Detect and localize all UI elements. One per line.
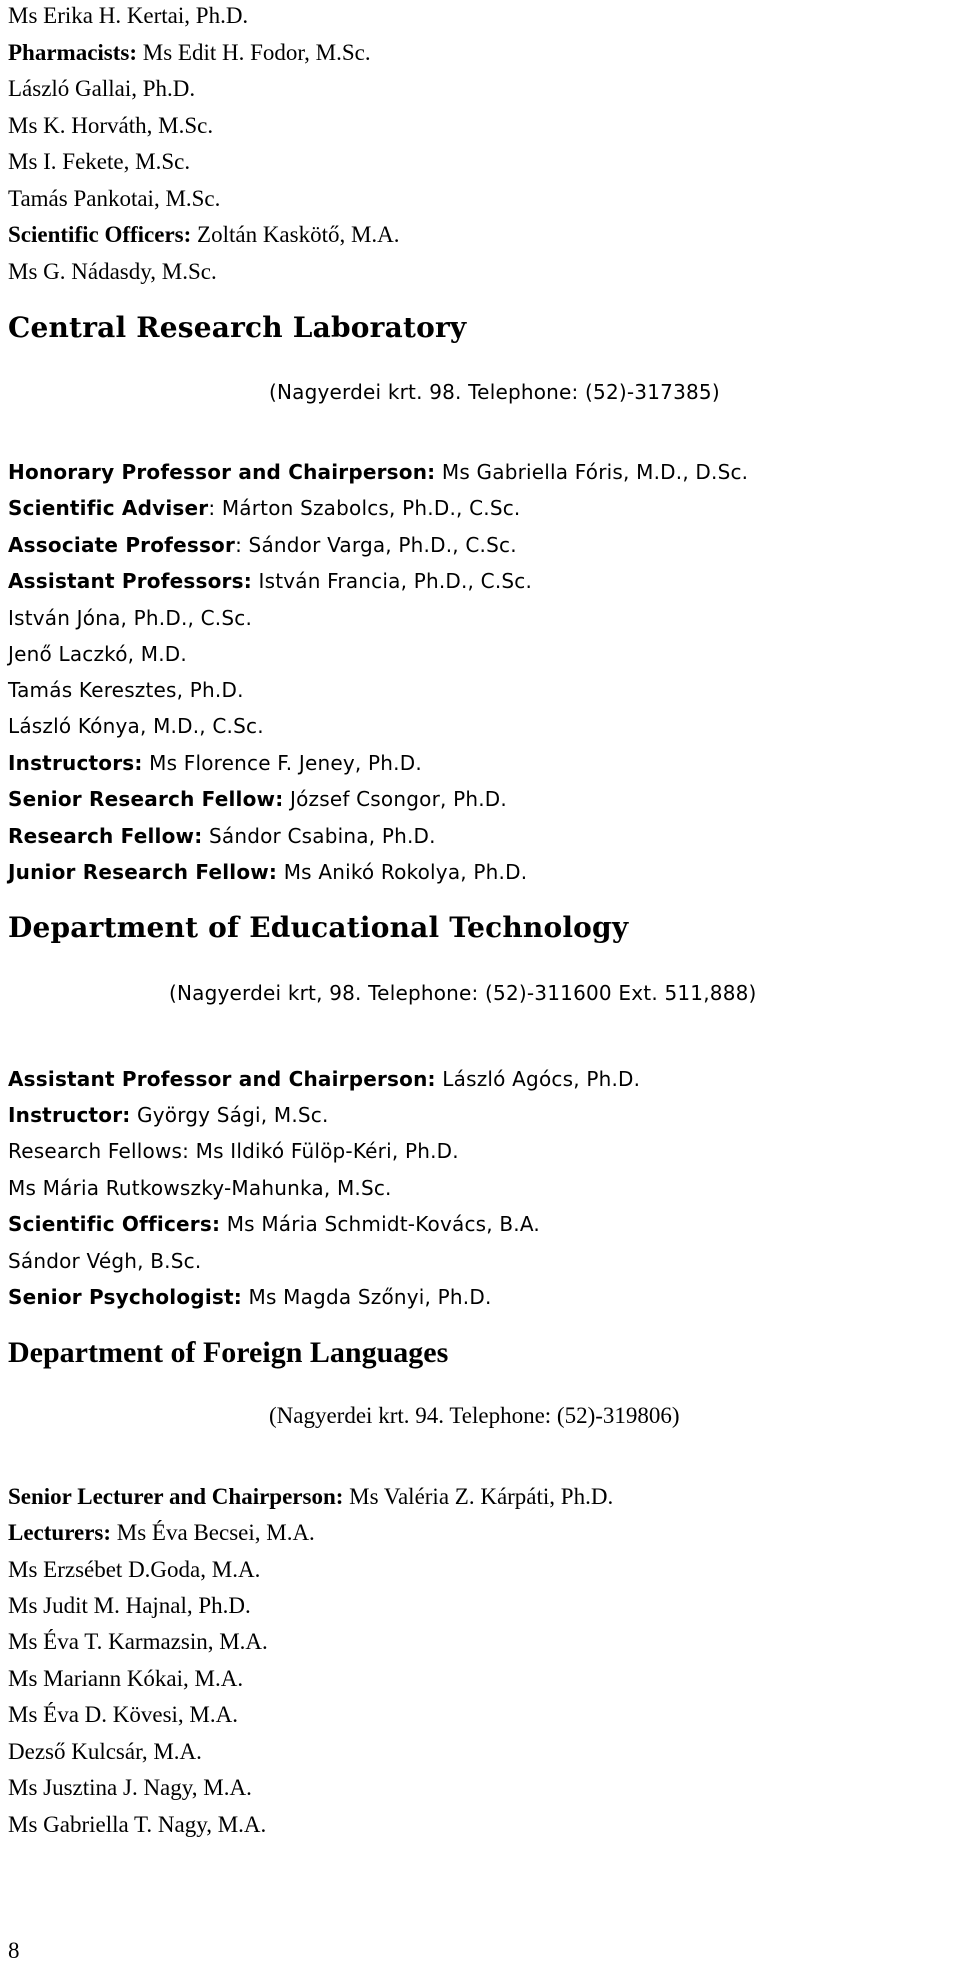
staff-line: Jenő Laczkó, M.D. (8, 642, 187, 666)
staff-line: Associate Professor: Sándor Varga, Ph.D., C.Sc. (8, 533, 517, 557)
staff-line: Ms Mária Rutkowszky-Mahunka, M.Sc. (8, 1176, 392, 1200)
section-address: (Nagyerdei krt, 98. Telephone: (52)-311600 Ext. 511,888) (169, 981, 757, 1005)
staff-line: Ms Erika H. Kertai, Ph.D. (8, 3, 249, 28)
staff-line: Scientific Officers: Zoltán Kaskötő, M.A. (8, 222, 400, 247)
staff-line: Tamás Pankotai, M.Sc. (8, 186, 221, 211)
staff-line: Senior Lecturer and Chairperson: Ms Valéria Z. Kárpáti, Ph.D. (8, 1484, 614, 1509)
staff-line: Tamás Keresztes, Ph.D. (8, 678, 244, 702)
staff-line: Ms Éva T. Karmazsin, M.A. (8, 1629, 268, 1654)
section-heading: Department of Foreign Languages (8, 1336, 449, 1369)
staff-line: Honorary Professor and Chairperson: Ms Gabriella Fóris, M.D., D.Sc. (8, 460, 749, 484)
staff-line: Senior Psychologist: Ms Magda Szőnyi, Ph.D. (8, 1285, 492, 1309)
staff-line: Research Fellow: Sándor Csabina, Ph.D. (8, 824, 436, 848)
staff-line: Scientific Officers: Ms Mária Schmidt-Kovács, B.A. (8, 1212, 540, 1236)
staff-line: Senior Research Fellow: József Csongor, Ph.D. (8, 787, 507, 811)
staff-line: István Jóna, Ph.D., C.Sc. (8, 606, 253, 630)
staff-line: Assistant Professors: István Francia, Ph.D., C.Sc. (8, 569, 533, 593)
staff-line: Ms G. Nádasdy, M.Sc. (8, 259, 217, 284)
staff-line: Junior Research Fellow: Ms Anikó Rokolya, Ph.D. (8, 860, 528, 884)
staff-line: Ms Jusztina J. Nagy, M.A. (8, 1775, 252, 1800)
staff-line: Ms Erzsébet D.Goda, M.A. (8, 1557, 261, 1582)
staff-line: Ms Éva D. Kövesi, M.A. (8, 1702, 238, 1727)
staff-line: Scientific Adviser: Márton Szabolcs, Ph.D., C.Sc. (8, 496, 521, 520)
section-heading: Department of Educational Technology (8, 911, 629, 944)
staff-line: Dezső Kulcsár, M.A. (8, 1739, 202, 1764)
staff-line: Sándor Végh, B.Sc. (8, 1249, 202, 1273)
staff-line: Research Fellows: Ms Ildikó Fülöp-Kéri, Ph.D. (8, 1139, 459, 1163)
staff-line: Lecturers: Ms Éva Becsei, M.A. (8, 1520, 315, 1545)
section-address: (Nagyerdei krt. 98. Telephone: (52)-317385) (269, 380, 720, 404)
staff-line: Instructors: Ms Florence F. Jeney, Ph.D. (8, 751, 422, 775)
staff-line: Instructor: György Sági, M.Sc. (8, 1103, 329, 1127)
staff-line: Ms Mariann Kókai, M.A. (8, 1666, 244, 1691)
section-address: (Nagyerdei krt. 94. Telephone: (52)-319806) (269, 1403, 680, 1428)
staff-line: Pharmacists: Ms Edit H. Fodor, M.Sc. (8, 40, 371, 65)
section-heading: Central Research Laboratory (8, 311, 467, 344)
staff-line: Ms Judit M. Hajnal, Ph.D. (8, 1593, 251, 1618)
staff-line: Ms K. Horváth, M.Sc. (8, 113, 214, 138)
page-number: 8 (8, 1938, 20, 1963)
staff-line: László Kónya, M.D., C.Sc. (8, 714, 264, 738)
staff-line: Ms I. Fekete, M.Sc. (8, 149, 191, 174)
staff-line: Assistant Professor and Chairperson: László Agócs, Ph.D. (8, 1067, 641, 1091)
staff-line: László Gallai, Ph.D. (8, 76, 196, 101)
staff-line: Ms Gabriella T. Nagy, M.A. (8, 1812, 267, 1837)
